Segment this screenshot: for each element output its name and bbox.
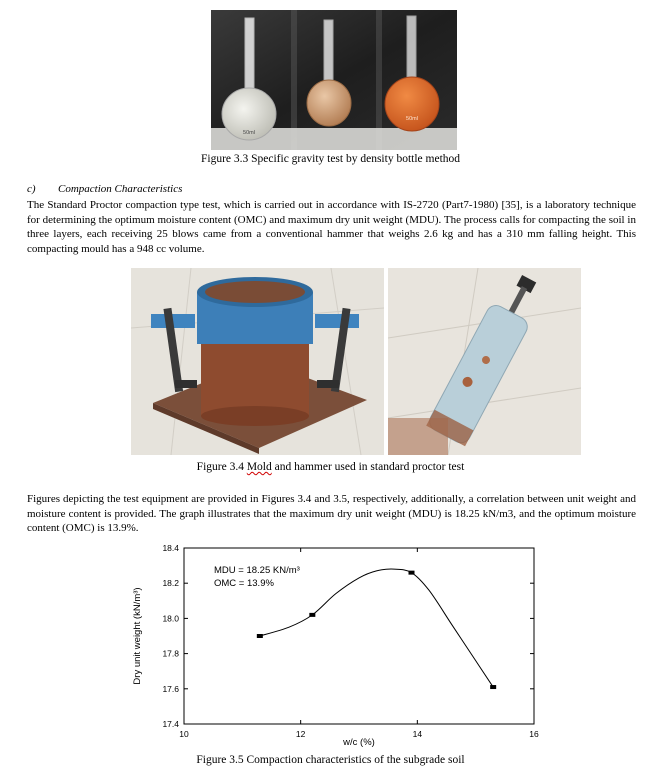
mdu-annotation: MDU = 18.25 KN/m³ <box>214 565 300 576</box>
data-point <box>257 634 263 638</box>
section-c-label: c) <box>27 183 36 195</box>
y-axis-label: Dry unit weight (kN/m³) <box>132 587 143 685</box>
bottle-label: 50ml <box>406 116 418 122</box>
y-tick-label: 18.4 <box>162 543 179 553</box>
x-tick-label: 14 <box>412 729 423 739</box>
data-point <box>409 571 415 575</box>
compaction-chart <box>120 540 560 750</box>
x-axis-label: w/c (%) <box>343 737 375 748</box>
y-tick-label: 18.0 <box>162 613 179 624</box>
figure-3-4-caption-prefix: Figure 3.4 <box>196 461 247 473</box>
y-tick-label: 18.2 <box>162 578 179 589</box>
y-tick-label: 17.8 <box>162 648 179 659</box>
hammer-photo <box>388 268 581 455</box>
figure-3-3-caption: Figure 3.3 Specific gravity test by density bottle method <box>200 153 461 165</box>
x-tick-label: 12 <box>295 729 306 739</box>
density-bottle-photo <box>211 10 457 150</box>
section-c-title: Compaction Characteristics <box>58 183 183 195</box>
x-tick-label: 10 <box>179 729 189 739</box>
results-paragraph: Figures depicting the test equipment are provided in Figures 3.4 and 3.5, respectively, additionally, a correlation between unit weight and moisture content is provided. The graph illustrates that the maximum dry unit weight (MDU) is 18.25 kN/m3, and the optimum moisture content (OMC) is 13.9%. <box>27 493 636 534</box>
bottle-label: 50ml <box>243 130 255 136</box>
figure-3-4-caption-rest: and hammer used in standard proctor test <box>271 461 465 473</box>
spellcheck-flagged-word: Mold <box>246 461 272 473</box>
figure-3-5-caption: Figure 3.5 Compaction characteristics of the subgrade soil <box>196 754 465 766</box>
section-c-paragraph: The Standard Proctor compaction type test, which is carried out in accordance with IS-2720 (Part7-1980) [35], is a laboratory technique for determining the optimum moisture content (OMC) and maximum dry unit weight (MDU). The process calls for compacting the soil in three layers, each receiving 25 blows came from a conventional hammer that weighs 2.6 kg and has a 310 mm falling height. This compacting mould has a 948 cc volume. <box>27 199 636 255</box>
data-point <box>309 613 315 617</box>
mold-photo <box>131 268 384 455</box>
x-tick-label: 16 <box>529 729 539 739</box>
collar-base <box>201 340 309 416</box>
omc-annotation: OMC = 13.9% <box>214 578 274 589</box>
figure-3-4-caption <box>0 461 661 473</box>
data-point <box>490 685 496 689</box>
y-tick-label: 17.6 <box>162 683 179 694</box>
y-tick-label: 17.4 <box>162 719 179 729</box>
